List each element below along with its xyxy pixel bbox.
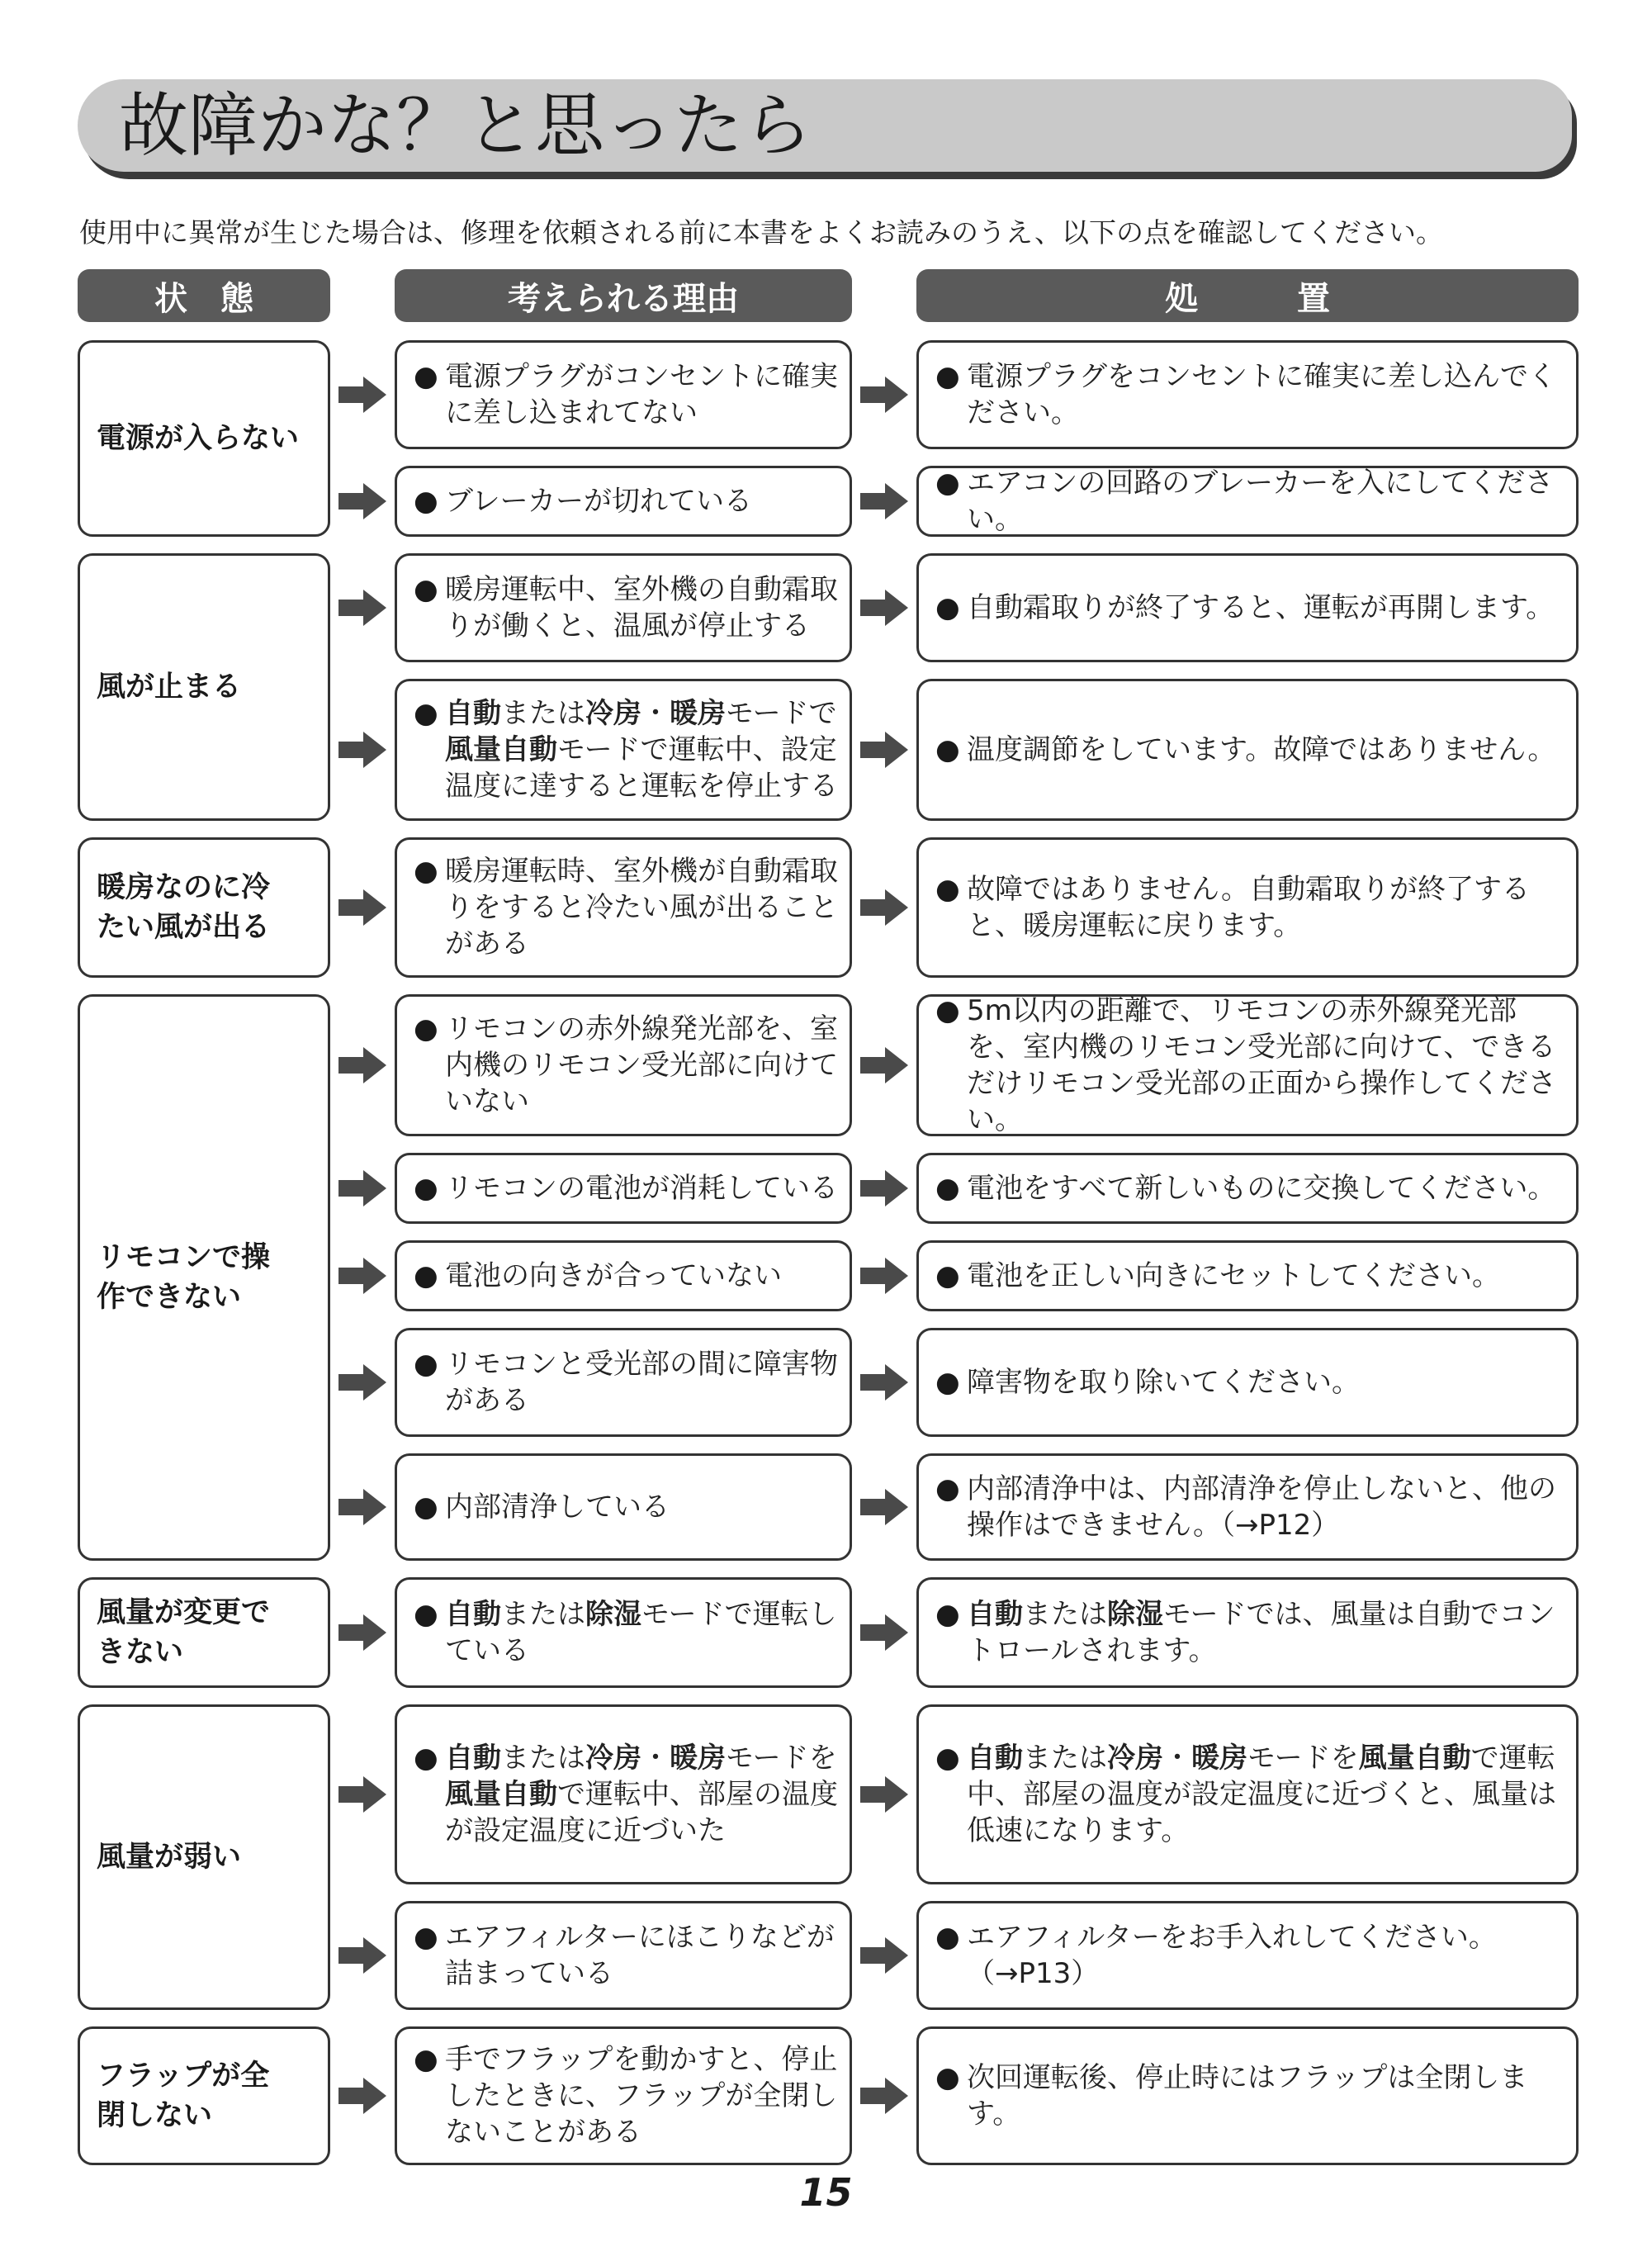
bullet-icon: ●: [414, 1491, 438, 1524]
reason-box: [395, 1704, 852, 1884]
header-action: 処 置: [916, 269, 1579, 322]
bullet-icon: ●: [935, 467, 960, 500]
action-box: [916, 1153, 1579, 1224]
reason-box: [395, 1577, 852, 1688]
reason-text: 自動または除湿モードで運転している: [445, 1598, 837, 1667]
arrow-right-icon: [860, 483, 908, 519]
action-text: 自動霜取りが終了すると、運転が再開します。: [967, 591, 1555, 624]
bullet-icon: ●: [414, 1259, 438, 1292]
arrow-right-icon: [338, 889, 386, 926]
reason-text: 暖房運転中、室外機の自動霜取りが働くと、温風が停止する: [445, 573, 838, 642]
reason-text: 電池の向きが合っていない: [445, 1259, 782, 1292]
arrow-right-icon: [338, 1937, 386, 1974]
state-label: 風が止まる: [97, 671, 242, 704]
bullet-icon: ●: [414, 1172, 438, 1205]
arrow-right-icon: [860, 1776, 908, 1813]
arrow-right-icon: [860, 1489, 908, 1525]
intro-text: 使用中に異常が生じた場合は、修理を依頼される前に本書をよくお読みのうえ、以下の点を確認してください。: [79, 216, 1443, 249]
state-box: [78, 994, 330, 1561]
arrow-right-icon: [860, 1364, 908, 1401]
state-box: [78, 553, 330, 821]
action-box: [916, 1901, 1579, 2010]
action-text: 障害物を取り除いてください。: [967, 1366, 1360, 1399]
state-label: 暖房なのに冷たい風が出る: [97, 871, 271, 944]
bullet-icon: ●: [414, 1921, 438, 1954]
reason-text: 自動または冷房・暖房モードで風量自動モードで運転中、設定温度に達すると運転を停止する: [445, 697, 838, 803]
reason-text: エアフィルターにほこりなどが詰まっている: [445, 1921, 835, 1990]
action-text: 自動または冷房・暖房モードを風量自動で運転中、部屋の温度が設定温度に近づくと、風量は低速になります。: [967, 1742, 1556, 1847]
bullet-icon: ●: [935, 1259, 960, 1292]
state-label: 風量が変更できない: [97, 1596, 271, 1669]
reason-box: [395, 1453, 852, 1561]
action-text: エアフィルターをお手入れしてください。 （→P13）: [967, 1921, 1497, 1990]
reason-text: 手でフラップを動かすと、停止したときに、フラップが全閉しないことがある: [445, 2043, 838, 2149]
action-box: [916, 1577, 1579, 1688]
arrow-right-icon: [338, 1170, 386, 1206]
action-text: 電池を正しい向きにセットしてください。: [967, 1259, 1500, 1292]
bullet-icon: ●: [414, 1742, 438, 1775]
action-text: 故障ではありません。自動霜取りが終了すると、暖房運転に戻ります。: [967, 873, 1531, 942]
reason-box: [395, 466, 852, 537]
arrow-right-icon: [860, 590, 908, 626]
bullet-icon: ●: [935, 1472, 960, 1505]
bullet-icon: ●: [414, 1348, 438, 1381]
state-box: [78, 1704, 330, 2010]
bullet-icon: ●: [414, 573, 438, 606]
action-box: [916, 2026, 1579, 2165]
bullet-icon: ●: [935, 994, 960, 1027]
bullet-icon: ●: [935, 1921, 960, 1954]
bullet-icon: ●: [935, 1172, 960, 1205]
state-label: リモコンで操作できない: [97, 1241, 271, 1314]
arrow-right-icon: [338, 1776, 386, 1813]
arrow-right-icon: [860, 889, 908, 926]
bullet-icon: ●: [414, 1012, 438, 1045]
action-box: [916, 1328, 1579, 1437]
reason-text: 内部清浄している: [445, 1491, 670, 1524]
reason-text: リモコンの電池が消耗している: [445, 1172, 838, 1205]
reason-text: 自動または冷房・暖房モードを風量自動で運転中、部屋の温度が設定温度に近づいた: [445, 1742, 838, 1847]
state-box: [78, 2026, 330, 2165]
page-number: 15: [799, 2170, 853, 2215]
arrow-right-icon: [860, 1614, 908, 1651]
action-box: [916, 553, 1579, 662]
action-box: [916, 1240, 1579, 1311]
action-text: 温度調節をしています。故障ではありません。: [967, 733, 1556, 766]
bullet-icon: ●: [935, 1742, 960, 1775]
action-text: 電池をすべて新しいものに交換してください。: [967, 1172, 1556, 1205]
reason-box: [395, 1153, 852, 1224]
reason-box: [395, 679, 852, 821]
arrow-right-icon: [338, 2078, 386, 2114]
action-text: 電源プラグをコンセントに確実に差し込んでください。: [967, 360, 1556, 429]
bullet-icon: ●: [935, 733, 960, 766]
action-text: 次回運転後、停止時にはフラップは全閉します。: [967, 2061, 1528, 2131]
action-box: [916, 1704, 1579, 1884]
header-reason: 考えられる理由: [395, 269, 852, 322]
reason-box: [395, 837, 852, 978]
action-box: [916, 1453, 1579, 1561]
arrow-right-icon: [860, 732, 908, 768]
arrow-right-icon: [338, 483, 386, 519]
arrow-right-icon: [338, 377, 386, 413]
bullet-icon: ●: [935, 1366, 960, 1399]
bullet-icon: ●: [414, 485, 438, 518]
action-text: 内部清浄中は、内部清浄を停止しないと、他の操作はできません。（→P12）: [967, 1472, 1556, 1542]
action-box: [916, 679, 1579, 821]
arrow-right-icon: [338, 1364, 386, 1401]
arrow-right-icon: [860, 1170, 908, 1206]
state-label: フラップが全閉しない: [97, 2060, 270, 2132]
bullet-icon: ●: [414, 855, 438, 888]
state-box: [78, 340, 330, 537]
reason-box: [395, 1240, 852, 1311]
arrow-right-icon: [338, 590, 386, 626]
reason-box: [395, 340, 852, 449]
title-banner: [78, 79, 1572, 172]
arrow-right-icon: [338, 1047, 386, 1083]
page-title: 故障かな？と思ったら: [119, 85, 813, 166]
arrow-right-icon: [338, 1258, 386, 1294]
arrow-right-icon: [338, 732, 386, 768]
bullet-icon: ●: [935, 360, 960, 393]
state-box: [78, 837, 330, 978]
reason-text: リモコンと受光部の間に障害物がある: [445, 1348, 838, 1417]
bullet-icon: ●: [414, 697, 438, 730]
bullet-icon: ●: [414, 2043, 438, 2076]
state-label: 風量が弱い: [97, 1841, 242, 1874]
bullet-icon: ●: [414, 360, 438, 393]
reason-text: ブレーカーが切れている: [445, 485, 752, 518]
reason-text: 暖房運転時、室外機が自動霜取りをすると冷たい風が出ることがある: [445, 855, 838, 960]
action-box: [916, 340, 1579, 449]
arrow-right-icon: [338, 1614, 386, 1651]
action-text: 自動または除湿モードでは、風量は自動でコントロールされます。: [967, 1598, 1555, 1667]
arrow-right-icon: [860, 1258, 908, 1294]
arrow-right-icon: [338, 1489, 386, 1525]
reason-box: [395, 1328, 852, 1437]
arrow-right-icon: [860, 2078, 908, 2114]
arrow-right-icon: [860, 377, 908, 413]
header-state: 状 態: [78, 269, 330, 322]
reason-box: [395, 1901, 852, 2010]
bullet-icon: ●: [414, 1598, 438, 1631]
reason-box: [395, 553, 852, 662]
reason-box: [395, 994, 852, 1136]
reason-text: リモコンの赤外線発光部を、室内機のリモコン受光部に向けていない: [445, 1012, 838, 1118]
bullet-icon: ●: [935, 591, 960, 624]
arrow-right-icon: [860, 1047, 908, 1083]
state-label: 電源が入らない: [97, 422, 300, 455]
reason-text: 電源プラグがコンセントに確実に差し込まれてない: [445, 360, 838, 429]
action-box: [916, 837, 1579, 978]
arrow-right-icon: [860, 1937, 908, 1974]
action-text: エアコンの回路のブレーカーを入にしてください。: [967, 467, 1554, 536]
action-box: [916, 994, 1579, 1136]
state-box: [78, 1577, 330, 1688]
reason-box: [395, 2026, 852, 2165]
action-box: [916, 466, 1579, 537]
bullet-icon: ●: [935, 2061, 960, 2094]
bullet-icon: ●: [935, 1598, 960, 1631]
action-text: 5m以内の距離で、リモコンの赤外線発光部を、室内機のリモコン受光部に向けて、できるだけリモコン受光部の正面から操作してください。: [967, 994, 1556, 1136]
bullet-icon: ●: [935, 873, 960, 906]
